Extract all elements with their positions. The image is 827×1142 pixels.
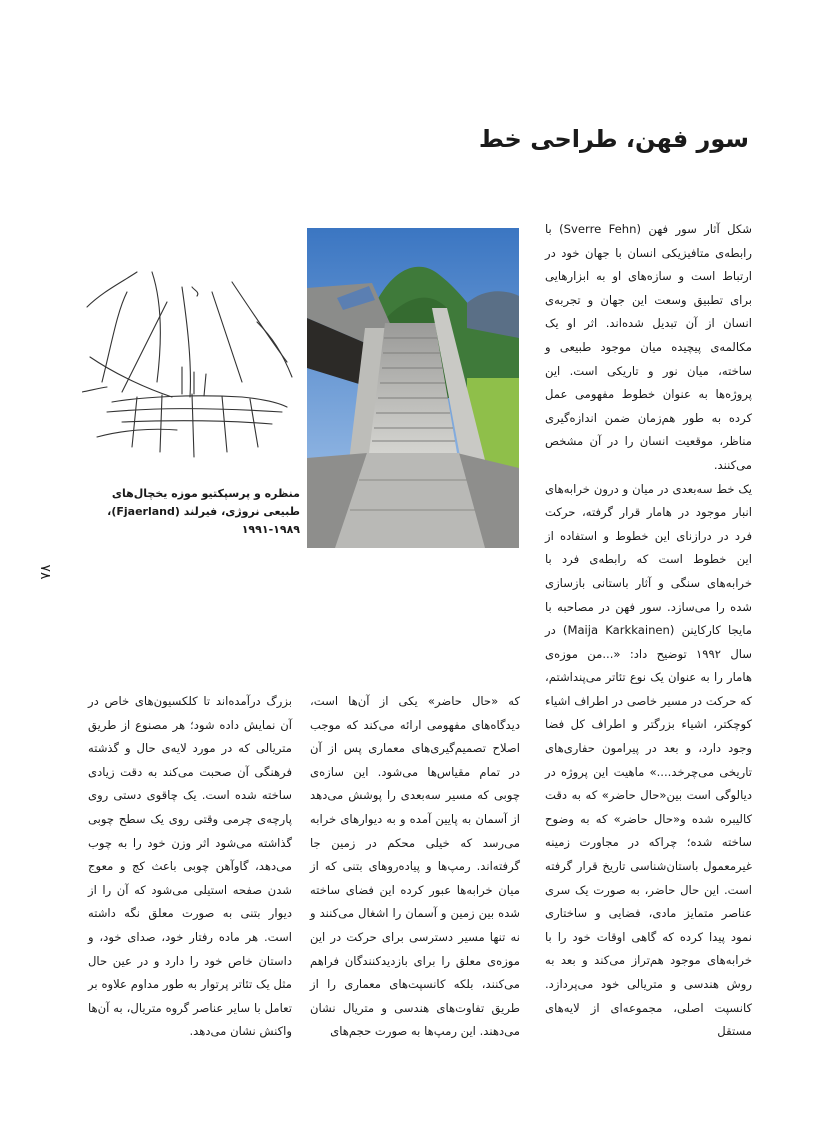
text-column-middle	[310, 690, 520, 1044]
page-title: سور فهن، طراحی خط	[478, 125, 749, 153]
museum-photo-drawing	[307, 228, 519, 548]
text-column-left	[88, 690, 292, 1044]
sketch-lines	[82, 262, 297, 467]
sketch-drawing	[82, 262, 297, 467]
paragraph: شکل آثار سور فهن (Sverre Fehn) با رابطه‌ی متافیزیکی انسان با جهان خود در ارتباط است و سازه‌های او به ابزارهایی برای تطبیق وسعت این جهان و تجربه‌ی انسان از آن تبدیل شده‌اند. اثر او یک مکالمه‌ی پیچیده میان موجود طبیعی و ساخته، میان نور و تاریکی است. این پروژه‌ها به عنوان خطوط مفهومی عمل کرده به طور هم‌زمان ضمن اندازه‌گیری مناظر، موقعیت انسان را در آن مشخص می‌کنند.	[545, 222, 753, 472]
text-column-right	[545, 218, 752, 1044]
museum-photo	[307, 228, 519, 548]
paragraph: بزرگ درآمده‌اند تا کلکسیون‌های خاص در آن نمایش داده شود؛ هر مصنوع از طریق متریالی که در مورد لایه‌ی حال و گذشته فرهنگی آن صحبت می‌کند به دقت زیادی ساخته شده است. یک چاقوی دستی روی پارچه‌ی چرمی وقتی روی یک سطح چوبی گذاشته می‌شود اثر وزن خود را به چوب می‌دهد، گاوآهن چوبی باعث کج و معوج شدن صفحه استیلی می‌شود که آن را از دیوار بتنی به صورت معلق نگه داشته است. هر ماده رفتار خود، صدای خود، و داستان خاص خود را دارد و در عین حال مثل یک تئاتر پرتوار به طور مداوم علاوه بر تعامل با سایر عناصر گروه متریال، به آن‌ها واکنش نشان می‌دهد.	[88, 694, 292, 1039]
paragraph: یک خط سه‌بعدی در میان و درون خرابه‌های انبار موجود در هامار قرار گرفته، حرکت فرد در درازنای این خطوط و استفاده از این خطوط است که رابطه‌ی فرد با خرابه‌های سنگی و آثار باستانی بازسازی شده را می‌سازد. سور فهن در مصاحبه با مایجا کارکاینن (Maija Karkkainen) در سال ۱۹۹۲ توضیح داد: «...من موزه‌ی هامار را به عنوان یک نوع تئاتر می‌پنداشتم، که حرکت در مسیر خاصی در اطراف اشیاء کوچکتر، اشیاء بزرگتر و اطراف کل فضا وجود دارد، و بعد در پیرامون حفاری‌های تاریخی می‌چرخد....» ماهیت این پروژه در دیالوگی است بین«حال حاضر» که به دقت کالیبره شده و«حال حاضر» که به وضوح ساخته شده؛ چراکه در مجاورت زمینه غیرمعمول باستان‌شناسی تاریخ قرار گرفته است. این حال حاضر، به صورت یک سری عناصر متمایز مادی، فضایی و ساختاری نمود پیدا کرده که گاهی اوقات خود را با خرابه‌های موجود هم‌تراز می‌کند و بعد به روش هندسی و متریالی خود می‌پردازد. کانسپت اصلی، مجموعه‌ای از لایه‌های مستقل	[545, 481, 752, 1039]
paragraph: که «حال حاضر» یکی از آن‌ها است، دیدگاه‌های مفهومی ارائه می‌کند که موجب اصلاح تصمیم‌گیری‌های معماری پس از آن در تمام مقیاس‌ها می‌شود. این سازه‌ی چوبی که مسیر سه‌بعدی را پوشش می‌دهد از آسمان به پایین آمده و به دیوارهای خرابه می‌رسد که خیلی محکم در زمین جا گرفته‌اند. رمپ‌ها و پیاده‌روهای بتنی که از میان خرابه‌ها عبور کرده این فضای ساخته شده بین زمین و آسمان را اشغال می‌کنند و نه تنها مسیر دسترسی برای حرکت در این موزه‌ی معلق را برای بازدیدکنندگان فراهم می‌کنند، بلکه کانسپت‌های معماری را از طریق تفاوت‌های هندسی و متریال نشان می‌دهند. این رمپ‌ها به صورت حجم‌های	[310, 694, 520, 1039]
page-number: ۷۸	[37, 564, 53, 580]
figure-caption: منظره و پرسپکتیو موزه یخچال‌های طبیعی نروژی، فیرلند (Fjaerland)، ۱۹۹۱-۱۹۸۹	[107, 487, 300, 536]
